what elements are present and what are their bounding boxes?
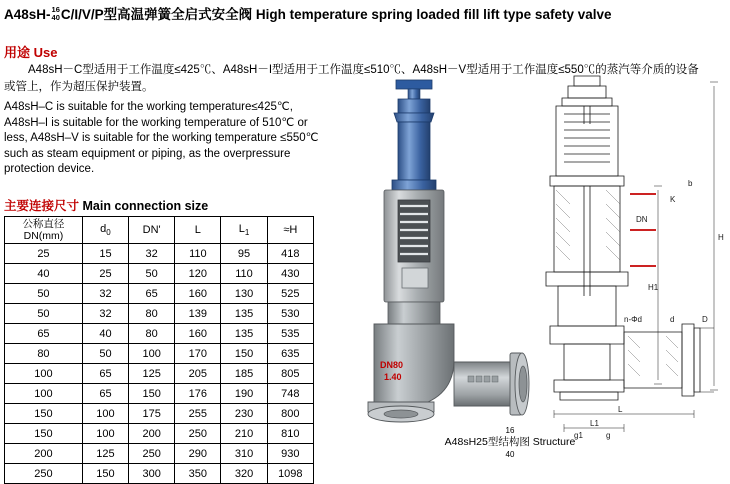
- table-cell: 100: [129, 344, 175, 364]
- table-cell: 65: [5, 324, 83, 344]
- table-cell: 135: [221, 324, 267, 344]
- table-cell: 65: [82, 384, 128, 404]
- table-cell: 25: [82, 264, 128, 284]
- table-cell: 320: [221, 464, 267, 484]
- table-cell: 200: [5, 444, 83, 464]
- table-cell: 185: [221, 364, 267, 384]
- section-hatching: [556, 190, 678, 376]
- size-heading-cn: 主要连接尺寸: [4, 199, 80, 213]
- bonnet-flange: [392, 180, 436, 190]
- table-cell: 50: [129, 264, 175, 284]
- table-cell: 15: [82, 244, 128, 264]
- use-paragraph-en: A48sH–C is suitable for the working temperature≤425℃, A48sH–I is suitable for the working temperature of 510℃ or less, A48sH–V is suitable for the working temperature ≤550℃ such as steam equipment or piping, as the overpressure protection device.: [4, 101, 319, 175]
- table-cell: 50: [5, 304, 83, 324]
- spring-coils: [400, 206, 428, 254]
- table-cell: 135: [221, 304, 267, 324]
- table-cell: 250: [175, 424, 221, 444]
- name-plate: [402, 268, 428, 288]
- table-cell: 190: [221, 384, 267, 404]
- table-cell: 110: [175, 244, 221, 264]
- table-row: [5, 304, 314, 324]
- table-cell: 50: [82, 344, 128, 364]
- title-cn: C/I/V/P型高温弹簧全启式安全阀: [60, 7, 253, 22]
- title-fraction-bottom: 40: [51, 13, 60, 23]
- table-cell: 300: [129, 464, 175, 484]
- lever-boss: [408, 89, 420, 99]
- table-row: [5, 284, 314, 304]
- body-marking-line2: 1.40: [384, 372, 402, 382]
- table-cell: 530: [267, 304, 313, 324]
- inlet-bore: [384, 410, 418, 418]
- table-cell: 418: [267, 244, 313, 264]
- table-cell: 150: [129, 384, 175, 404]
- caption-frac-top: 16: [505, 426, 515, 435]
- table-cell: 130: [221, 284, 267, 304]
- valve-section-drawing: [546, 76, 724, 440]
- table-row: [5, 464, 314, 484]
- valve-structure-drawing: [318, 70, 728, 450]
- table-row: [5, 404, 314, 424]
- table-cell: 205: [175, 364, 221, 384]
- table-cell: 810: [267, 424, 313, 444]
- dim-label-g1: g1: [574, 431, 583, 440]
- col-header-dn-line2: DN(mm): [23, 230, 64, 242]
- table-cell: 748: [267, 384, 313, 404]
- body-marking-line1: DN80: [380, 360, 404, 370]
- table-row: [5, 364, 314, 384]
- dim-label-n: n-Φd: [624, 315, 642, 324]
- table-cell: 125: [129, 364, 175, 384]
- table-cell: 40: [82, 324, 128, 344]
- table-row: [5, 344, 314, 364]
- title-fraction-top: 16: [51, 5, 60, 15]
- table-cell: 120: [175, 264, 221, 284]
- table-cell: 139: [175, 304, 221, 324]
- table-row: [5, 324, 314, 344]
- table-cell: 100: [5, 384, 83, 404]
- table-cell: 150: [5, 424, 83, 444]
- caption-frac-bottom: 40: [505, 450, 515, 459]
- table-cell: 32: [129, 244, 175, 264]
- dim-label-H: H: [718, 233, 724, 242]
- table-cell: 805: [267, 364, 313, 384]
- dim-label-DN: DN: [636, 215, 648, 224]
- col-header-d0: $d_0$: [82, 217, 128, 244]
- size-heading: [4, 196, 208, 214]
- table-header-row: [5, 217, 314, 244]
- drawing-caption: [430, 424, 590, 460]
- table-cell: 32: [82, 304, 128, 324]
- table-cell: 170: [175, 344, 221, 364]
- use-paragraph-cn: A48sH－C型适用于工作温度≤425℃、A48sH－I型适用于工作温度≤510℃、A48sH－V型适用于工作温度≤550℃的蒸汽等介质的设备或管上，作为超压保护装置。: [4, 64, 699, 93]
- valve-photo: [368, 80, 529, 422]
- use-heading-cn: 用途: [4, 45, 31, 60]
- table-cell: 290: [175, 444, 221, 464]
- table-cell: 150: [5, 404, 83, 424]
- table-cell: 1098: [267, 464, 313, 484]
- dim-label-g: g: [606, 431, 611, 440]
- dimension-labels: [574, 179, 724, 440]
- table-cell: 80: [129, 324, 175, 344]
- table-cell: 150: [82, 464, 128, 484]
- table-cell: 80: [129, 304, 175, 324]
- title-prefix: A48sH-: [4, 7, 51, 22]
- col-header-dn-line1: 公称直径: [22, 218, 65, 230]
- cap-flange: [394, 113, 434, 122]
- table-cell: 176: [175, 384, 221, 404]
- table-cell: 40: [5, 264, 83, 284]
- dimension-lines: [554, 82, 718, 432]
- table-cell: 100: [82, 424, 128, 444]
- table-cell: 255: [175, 404, 221, 424]
- table-cell: 80: [5, 344, 83, 364]
- table-cell: 100: [82, 404, 128, 424]
- col-header-l: L: [175, 217, 221, 244]
- table-cell: 930: [267, 444, 313, 464]
- caption-text: A48sH25型结构图 Structure: [444, 436, 576, 448]
- table-cell: 160: [175, 284, 221, 304]
- table-cell: 230: [221, 404, 267, 424]
- col-header-h: ≈H: [267, 217, 313, 244]
- col-header-dn2: DN': [129, 217, 175, 244]
- lifting-lever: [396, 80, 432, 89]
- table-cell: 525: [267, 284, 313, 304]
- dim-label-K: K: [670, 195, 676, 204]
- table-cell: 635: [267, 344, 313, 364]
- dim-label-L1: L1: [590, 419, 599, 428]
- table-cell: 535: [267, 324, 313, 344]
- table-row: [5, 264, 314, 284]
- outlet-bore: [519, 366, 527, 402]
- valve-drawing-svg: [318, 70, 728, 450]
- table-cell: 800: [267, 404, 313, 424]
- table-row: [5, 384, 314, 404]
- use-heading: [4, 42, 58, 61]
- table-cell: 25: [5, 244, 83, 264]
- col-header-l1: $L_1$: [221, 217, 267, 244]
- table-cell: 50: [5, 284, 83, 304]
- bonnet-upper: [398, 122, 430, 180]
- valve-neck: [388, 302, 440, 324]
- table-cell: 32: [82, 284, 128, 304]
- table-cell: 250: [5, 464, 83, 484]
- valve-cap: [398, 99, 430, 113]
- table-row: [5, 244, 314, 264]
- table-cell: 430: [267, 264, 313, 284]
- table-cell: 150: [221, 344, 267, 364]
- outlet-pipe: [454, 362, 512, 406]
- table-cell: 100: [5, 364, 83, 384]
- seal-marks: [630, 194, 656, 266]
- table-cell: 210: [221, 424, 267, 444]
- table-cell: 350: [175, 464, 221, 484]
- table-cell: 175: [129, 404, 175, 424]
- dim-label-H1: H1: [648, 283, 659, 292]
- title-en: High temperature spring loaded fill lift type safety valve: [255, 7, 612, 22]
- dim-label-L: L: [618, 405, 623, 414]
- title-fraction: [52, 6, 60, 22]
- table-cell: 125: [82, 444, 128, 464]
- use-heading-en: Use: [33, 45, 58, 60]
- table-cell: 160: [175, 324, 221, 344]
- table-row: [5, 424, 314, 444]
- dim-label-b: b: [688, 179, 693, 188]
- table-row: [5, 444, 314, 464]
- table-cell: 65: [82, 364, 128, 384]
- page-title: [4, 3, 726, 23]
- dim-label-D: D: [702, 315, 708, 324]
- table-cell: 200: [129, 424, 175, 444]
- col-header-dn: [5, 217, 83, 244]
- dim-label-d: d: [670, 315, 675, 324]
- table-cell: 95: [221, 244, 267, 264]
- table-cell: 310: [221, 444, 267, 464]
- table-cell: 110: [221, 264, 267, 284]
- connection-size-table: [4, 216, 314, 484]
- table-cell: 250: [129, 444, 175, 464]
- table-cell: 65: [129, 284, 175, 304]
- size-heading-en: Main connection size: [82, 199, 209, 213]
